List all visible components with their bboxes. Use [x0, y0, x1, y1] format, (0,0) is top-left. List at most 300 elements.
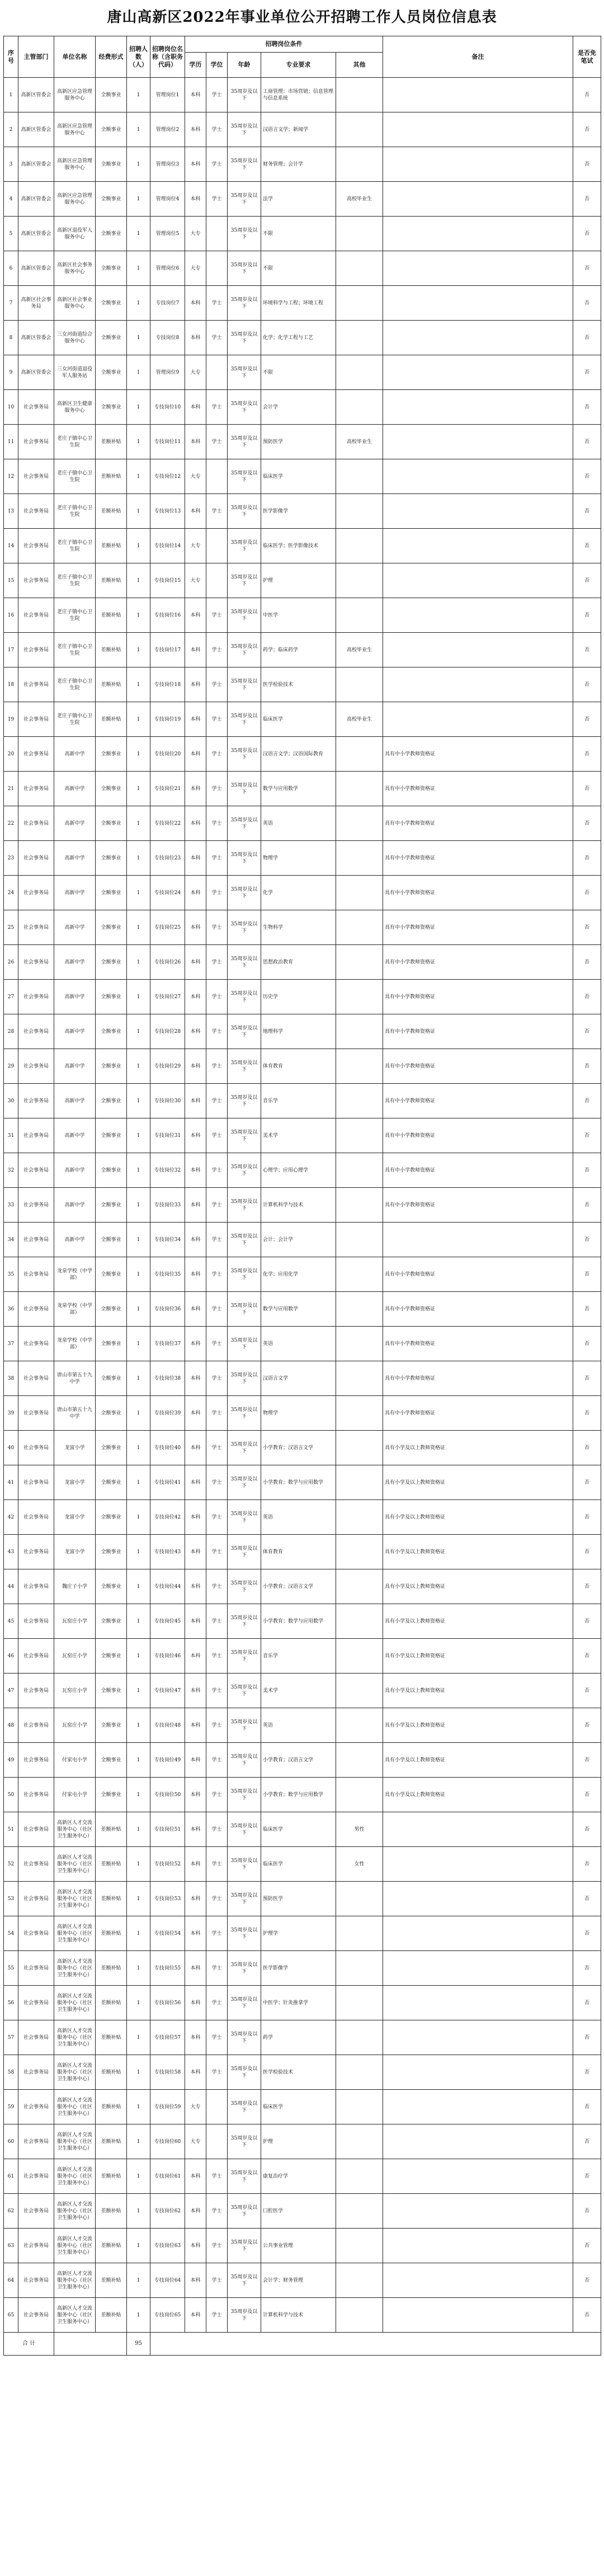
cell-edu: 本科: [185, 1674, 206, 1708]
cell-num: 1: [127, 737, 150, 772]
cell-exam: 否: [573, 563, 601, 598]
cell-other: [336, 1882, 383, 1916]
cell-deg: 学士: [206, 1882, 228, 1916]
cell-exam: 否: [573, 286, 601, 321]
cell-fund: 差额补贴: [96, 2159, 127, 2194]
cell-age: 35周岁及以下: [228, 1049, 261, 1084]
cell-edu: 本科: [185, 633, 206, 667]
cell-age: 35周岁及以下: [228, 390, 261, 425]
cell-age: 35周岁及以下: [228, 425, 261, 459]
cell-remark: [383, 2055, 573, 2090]
cell-post: 专技岗位35: [150, 1257, 185, 1292]
cell-num: 1: [127, 251, 150, 286]
table-row: [4, 2090, 601, 2124]
cell-deg: 学士: [206, 1847, 228, 1882]
cell-deg: [206, 459, 228, 494]
cell-other: [336, 390, 383, 425]
cell-age: 35周岁及以下: [228, 1361, 261, 1396]
cell-dept: 社会事务局: [18, 1986, 54, 2020]
table-row: [4, 1882, 601, 1916]
cell-deg: 学士: [206, 1743, 228, 1778]
cell-num: 1: [127, 563, 150, 598]
cell-num: 1: [127, 1049, 150, 1084]
cell-other: [336, 1986, 383, 2020]
cell-major: 英语: [261, 1708, 336, 1743]
cell-unit: 高新区人才交流服务中心（社区卫生服务中心）: [54, 2055, 96, 2090]
cell-post: 专技岗位10: [150, 390, 185, 425]
cell-major: 不限: [261, 217, 336, 251]
table-row: [4, 1812, 601, 1847]
cell-other: [336, 841, 383, 876]
cell-fund: 全额事业: [96, 1188, 127, 1223]
table-row: [4, 1847, 601, 1882]
cell-other: [336, 494, 383, 529]
table-row: [4, 1674, 601, 1708]
cell-deg: 学士: [206, 1535, 228, 1569]
table-row: [4, 1153, 601, 1188]
cell-exam: 否: [573, 355, 601, 390]
cell-major: 音乐学: [261, 1084, 336, 1118]
cell-post: 专技岗位16: [150, 598, 185, 633]
cell-edu: 大专: [185, 2090, 206, 2124]
cell-edu: 本科: [185, 667, 206, 702]
cell-dept: 社会事务局: [18, 1292, 54, 1327]
cell-edu: 大专: [185, 2124, 206, 2159]
cell-fund: 全额事业: [96, 1431, 127, 1465]
cell-remark: [383, 390, 573, 425]
cell-remark: [383, 217, 573, 251]
cell-major: 生物科学: [261, 910, 336, 945]
cell-age: 35周岁及以下: [228, 1327, 261, 1361]
cell-dept: 社会事务局: [18, 1951, 54, 1986]
cell-unit: 高新区卫生健康服务中心: [54, 390, 96, 425]
cell-post: 专技岗位53: [150, 1882, 185, 1916]
cell-other: [336, 2298, 383, 2333]
cell-other: [336, 1465, 383, 1500]
cell-unit: 高新区人才交流服务中心（社区卫生服务中心）: [54, 1916, 96, 1951]
cell-unit: 龙泉学校（中学部）: [54, 1327, 96, 1361]
cell-major: 地理科学: [261, 1014, 336, 1049]
cell-dept: 社会事务局: [18, 1882, 54, 1916]
table-row: [4, 1257, 601, 1292]
cell-remark: 具有中小学教师资格证: [383, 772, 573, 806]
cell-post: 专技岗位18: [150, 667, 185, 702]
cell-post: 专技岗位55: [150, 1951, 185, 1986]
cell-post: 专技岗位19: [150, 702, 185, 737]
cell-age: 35周岁及以下: [228, 78, 261, 112]
cell-major: 美术学: [261, 1674, 336, 1708]
cell-edu: 本科: [185, 1569, 206, 1604]
cell-age: 35周岁及以下: [228, 1639, 261, 1674]
cell-age: 35周岁及以下: [228, 1916, 261, 1951]
cell-remark: [383, 633, 573, 667]
cell-dept: 社会事务局: [18, 494, 54, 529]
cell-age: 35周岁及以下: [228, 2194, 261, 2229]
cell-other: [336, 1951, 383, 1986]
table-row: [4, 2020, 601, 2055]
header-dept: 主管部门: [18, 36, 54, 78]
cell-no: 9: [4, 355, 18, 390]
cell-deg: 学士: [206, 1118, 228, 1153]
cell-fund: 差额补贴: [96, 2055, 127, 2090]
cell-deg: 学士: [206, 321, 228, 355]
cell-other: [336, 321, 383, 355]
cell-edu: 本科: [185, 1223, 206, 1257]
cell-no: 47: [4, 1674, 18, 1708]
cell-fund: 全额事业: [96, 841, 127, 876]
cell-fund: 全额事业: [96, 772, 127, 806]
table-row: [4, 980, 601, 1014]
cell-remark: [383, 529, 573, 563]
cell-deg: 学士: [206, 1778, 228, 1812]
cell-unit: 高新区应急管理服务中心: [54, 182, 96, 217]
cell-deg: [206, 2090, 228, 2124]
cell-exam: 否: [573, 147, 601, 182]
cell-num: 1: [127, 702, 150, 737]
cell-age: 35周岁及以下: [228, 1778, 261, 1812]
cell-post: 专技岗位13: [150, 494, 185, 529]
cell-post: 管理岗位9: [150, 355, 185, 390]
table-row: [4, 1708, 601, 1743]
cell-num: 1: [127, 1431, 150, 1465]
cell-unit: 高新区人才交流服务中心（社区卫生服务中心）: [54, 2090, 96, 2124]
cell-deg: 学士: [206, 1465, 228, 1500]
cell-exam: 否: [573, 321, 601, 355]
cell-post: 专技岗位58: [150, 2055, 185, 2090]
cell-dept: 社会事务局: [18, 1014, 54, 1049]
cell-unit: 老庄子镇中心卫生院: [54, 529, 96, 563]
cell-unit: 高新中学: [54, 1049, 96, 1084]
cell-other: [336, 1257, 383, 1292]
cell-age: 35周岁及以下: [228, 182, 261, 217]
cell-no: 62: [4, 2194, 18, 2229]
cell-age: 35周岁及以下: [228, 321, 261, 355]
cell-num: 1: [127, 459, 150, 494]
table-row: [4, 1396, 601, 1431]
cell-age: 35周岁及以下: [228, 876, 261, 910]
cell-dept: 社会事务局: [18, 1223, 54, 1257]
cell-remark: [383, 702, 573, 737]
cell-post: 专技岗位38: [150, 1361, 185, 1396]
cell-remark: 具有中小学教师资格证: [383, 980, 573, 1014]
cell-num: 1: [127, 286, 150, 321]
cell-unit: 高新中学: [54, 841, 96, 876]
cell-remark: [383, 147, 573, 182]
cell-major: 小学教育；汉语言文学: [261, 1431, 336, 1465]
cell-remark: [383, 1986, 573, 2020]
cell-num: 1: [127, 1014, 150, 1049]
cell-exam: 否: [573, 1986, 601, 2020]
cell-dept: 社会事务局: [18, 1639, 54, 1674]
cell-num: 1: [127, 667, 150, 702]
header-other: 其他: [336, 53, 383, 78]
cell-remark: [383, 459, 573, 494]
cell-other: [336, 251, 383, 286]
cell-age: 35周岁及以下: [228, 945, 261, 980]
cell-fund: 全额事业: [96, 78, 127, 112]
cell-remark: 具有中小学教师资格证: [383, 876, 573, 910]
cell-age: 35周岁及以下: [228, 1257, 261, 1292]
table-row: [4, 1604, 601, 1639]
cell-remark: 具有中小学教师资格证: [383, 1084, 573, 1118]
cell-edu: 本科: [185, 702, 206, 737]
cell-edu: 本科: [185, 182, 206, 217]
cell-no: 20: [4, 737, 18, 772]
cell-num: 1: [127, 529, 150, 563]
cell-unit: 高新中学: [54, 876, 96, 910]
cell-num: 1: [127, 390, 150, 425]
cell-no: 33: [4, 1188, 18, 1223]
table-row: [4, 425, 601, 459]
cell-age: 35周岁及以下: [228, 633, 261, 667]
cell-num: 1: [127, 1743, 150, 1778]
cell-post: 专技岗位56: [150, 1986, 185, 2020]
cell-unit: 老庄子镇中心卫生院: [54, 702, 96, 737]
cell-unit: 高新区人才交流服务中心（社区卫生服务中心）: [54, 2159, 96, 2194]
cell-exam: 否: [573, 2194, 601, 2229]
cell-exam: 否: [573, 1535, 601, 1569]
cell-exam: 否: [573, 1465, 601, 1500]
cell-major: 小学教育；数学与应用数学: [261, 1465, 336, 1500]
cell-exam: 否: [573, 2055, 601, 2090]
cell-remark: [383, 2263, 573, 2298]
cell-post: 专技岗位15: [150, 563, 185, 598]
cell-unit: 高新中学: [54, 1188, 96, 1223]
cell-fund: 全额事业: [96, 390, 127, 425]
table-row: [4, 1535, 601, 1569]
cell-major: 临床医学；医学影像技术: [261, 529, 336, 563]
cell-post: 专技岗位46: [150, 1639, 185, 1674]
cell-remark: [383, 182, 573, 217]
cell-exam: 否: [573, 1812, 601, 1847]
table-row: [4, 772, 601, 806]
cell-fund: 全额事业: [96, 1708, 127, 1743]
cell-edu: 本科: [185, 1014, 206, 1049]
cell-num: 1: [127, 147, 150, 182]
cell-other: [336, 876, 383, 910]
table-row: [4, 1084, 601, 1118]
cell-post: 专技岗位43: [150, 1535, 185, 1569]
cell-post: 管理岗位2: [150, 112, 185, 147]
table-row: [4, 217, 601, 251]
cell-num: 1: [127, 1500, 150, 1535]
cell-major: 口腔医学: [261, 2194, 336, 2229]
cell-dept: 社会事务局: [18, 2298, 54, 2333]
cell-remark: [383, 2159, 573, 2194]
cell-remark: 具有小学及以上教师资格证: [383, 1778, 573, 1812]
cell-edu: 本科: [185, 1465, 206, 1500]
cell-age: 35周岁及以下: [228, 1118, 261, 1153]
cell-fund: 全额事业: [96, 1361, 127, 1396]
cell-edu: 本科: [185, 2263, 206, 2298]
cell-remark: [383, 2124, 573, 2159]
cell-num: 1: [127, 2055, 150, 2090]
cell-unit: 高新中学: [54, 910, 96, 945]
cell-deg: 学士: [206, 1327, 228, 1361]
cell-other: [336, 563, 383, 598]
cell-remark: [383, 1847, 573, 1882]
cell-age: 35周岁及以下: [228, 2055, 261, 2090]
cell-deg: 学士: [206, 112, 228, 147]
cell-no: 40: [4, 1431, 18, 1465]
cell-age: 35周岁及以下: [228, 737, 261, 772]
cell-major: 医学影像学: [261, 494, 336, 529]
cell-fund: 差额补贴: [96, 529, 127, 563]
cell-unit: 高新中学: [54, 980, 96, 1014]
cell-remark: 具有中小学教师资格证: [383, 1188, 573, 1223]
cell-fund: 全额事业: [96, 321, 127, 355]
cell-dept: 社会事务局: [18, 2263, 54, 2298]
cell-deg: 学士: [206, 1986, 228, 2020]
table-row: [4, 1431, 601, 1465]
cell-fund: 全额事业: [96, 1535, 127, 1569]
cell-unit: 高新区人才交流服务中心（社区卫生服务中心）: [54, 1986, 96, 2020]
cell-post: 专技岗位49: [150, 1743, 185, 1778]
cell-no: 52: [4, 1847, 18, 1882]
cell-major: 中医学: [261, 598, 336, 633]
cell-post: 管理岗位3: [150, 147, 185, 182]
cell-exam: 否: [573, 1916, 601, 1951]
cell-deg: 学士: [206, 2055, 228, 2090]
cell-major: 数学与应用数学: [261, 772, 336, 806]
cell-fund: 全额事业: [96, 1153, 127, 1188]
cell-unit: 高新区人才交流服务中心（社区卫生服务中心）: [54, 1847, 96, 1882]
cell-dept: 社会事务局: [18, 910, 54, 945]
cell-edu: 本科: [185, 2229, 206, 2263]
cell-fund: 全额事业: [96, 1743, 127, 1778]
cell-num: 1: [127, 1847, 150, 1882]
cell-fund: 差额补贴: [96, 633, 127, 667]
cell-dept: 社会事务局: [18, 1743, 54, 1778]
cell-no: 48: [4, 1708, 18, 1743]
cell-fund: 全额事业: [96, 1014, 127, 1049]
cell-age: 35周岁及以下: [228, 1882, 261, 1916]
cell-num: 1: [127, 321, 150, 355]
cell-num: 1: [127, 1812, 150, 1847]
cell-unit: 高新区人才交流服务中心（社区卫生服务中心）: [54, 2194, 96, 2229]
cell-edu: 本科: [185, 112, 206, 147]
cell-num: 1: [127, 2090, 150, 2124]
cell-post: 管理岗位6: [150, 251, 185, 286]
cell-age: 35周岁及以下: [228, 1084, 261, 1118]
cell-deg: 学士: [206, 494, 228, 529]
cell-dept: 高新区管委会: [18, 182, 54, 217]
table-row: [4, 355, 601, 390]
cell-remark: 具有中小学教师资格证: [383, 1049, 573, 1084]
cell-other: [336, 112, 383, 147]
cell-edu: 本科: [185, 1292, 206, 1327]
cell-fund: 差额补贴: [96, 702, 127, 737]
cell-no: 15: [4, 563, 18, 598]
cell-remark: 具有小学及以上教师资格证: [383, 1674, 573, 1708]
cell-unit: 高新区人才交流服务中心（社区卫生服务中心）: [54, 2263, 96, 2298]
cell-major: 工商管理；市场营销；信息管理与信息系统: [261, 78, 336, 112]
cell-other: 高校毕业生: [336, 425, 383, 459]
cell-dept: 社会事务局: [18, 1361, 54, 1396]
cell-other: [336, 2159, 383, 2194]
cell-remark: [383, 494, 573, 529]
cell-dept: 社会事务局: [18, 1535, 54, 1569]
cell-exam: 否: [573, 1882, 601, 1916]
cell-unit: 高新区人才交流服务中心（社区卫生服务中心）: [54, 1812, 96, 1847]
cell-no: 27: [4, 980, 18, 1014]
cell-unit: 高新中学: [54, 1084, 96, 1118]
cell-edu: 本科: [185, 910, 206, 945]
cell-dept: 社会事务局: [18, 1465, 54, 1500]
cell-major: 会计；会计学: [261, 1223, 336, 1257]
cell-fund: 全额事业: [96, 876, 127, 910]
cell-other: [336, 1084, 383, 1118]
cell-edu: 本科: [185, 1986, 206, 2020]
cell-post: 专技岗位34: [150, 1223, 185, 1257]
cell-no: 60: [4, 2124, 18, 2159]
table-row: [4, 2124, 601, 2159]
cell-deg: 学士: [206, 910, 228, 945]
table-row: [4, 2263, 601, 2298]
cell-dept: 社会事务局: [18, 563, 54, 598]
cell-other: [336, 2194, 383, 2229]
cell-major: 护理学: [261, 1916, 336, 1951]
cell-post: 专技岗位28: [150, 1014, 185, 1049]
cell-age: 35周岁及以下: [228, 841, 261, 876]
cell-fund: 全额事业: [96, 1257, 127, 1292]
cell-other: [336, 772, 383, 806]
cell-remark: [383, 2194, 573, 2229]
cell-other: [336, 806, 383, 841]
cell-remark: [383, 78, 573, 112]
cell-exam: 否: [573, 945, 601, 980]
cell-no: 41: [4, 1465, 18, 1500]
cell-remark: [383, 321, 573, 355]
cell-no: 50: [4, 1778, 18, 1812]
cell-dept: 社会事务局: [18, 1188, 54, 1223]
cell-post: 管理岗位5: [150, 217, 185, 251]
cell-major: 小学教育；数学与应用数学: [261, 1604, 336, 1639]
cell-dept: 社会事务局: [18, 702, 54, 737]
cell-fund: 差额补贴: [96, 1951, 127, 1986]
cell-dept: 社会事务局: [18, 1118, 54, 1153]
cell-no: 13: [4, 494, 18, 529]
cell-exam: 否: [573, 112, 601, 147]
cell-age: 35周岁及以下: [228, 1604, 261, 1639]
cell-age: 35周岁及以下: [228, 667, 261, 702]
cell-unit: 老庄子镇中心卫生院: [54, 425, 96, 459]
cell-no: 58: [4, 2055, 18, 2090]
cell-age: 35周岁及以下: [228, 355, 261, 390]
cell-no: 14: [4, 529, 18, 563]
cell-post: 专技岗位54: [150, 1916, 185, 1951]
cell-other: [336, 1361, 383, 1396]
cell-num: 1: [127, 1535, 150, 1569]
cell-dept: 社会事务局: [18, 1604, 54, 1639]
positions-table: [3, 36, 601, 2356]
table-row: [4, 1465, 601, 1500]
cell-deg: 学士: [206, 1569, 228, 1604]
cell-fund: 全额事业: [96, 1084, 127, 1118]
cell-unit: 高新中学: [54, 945, 96, 980]
cell-other: [336, 2055, 383, 2090]
cell-age: 35周岁及以下: [228, 910, 261, 945]
cell-num: 1: [127, 1084, 150, 1118]
cell-other: [336, 1049, 383, 1084]
cell-age: 35周岁及以下: [228, 1986, 261, 2020]
cell-major: 英语: [261, 1327, 336, 1361]
cell-num: 1: [127, 2124, 150, 2159]
cell-fund: 全额事业: [96, 112, 127, 147]
cell-fund: 全额事业: [96, 1223, 127, 1257]
cell-post: 专技岗位64: [150, 2263, 185, 2298]
cell-deg: 学士: [206, 286, 228, 321]
